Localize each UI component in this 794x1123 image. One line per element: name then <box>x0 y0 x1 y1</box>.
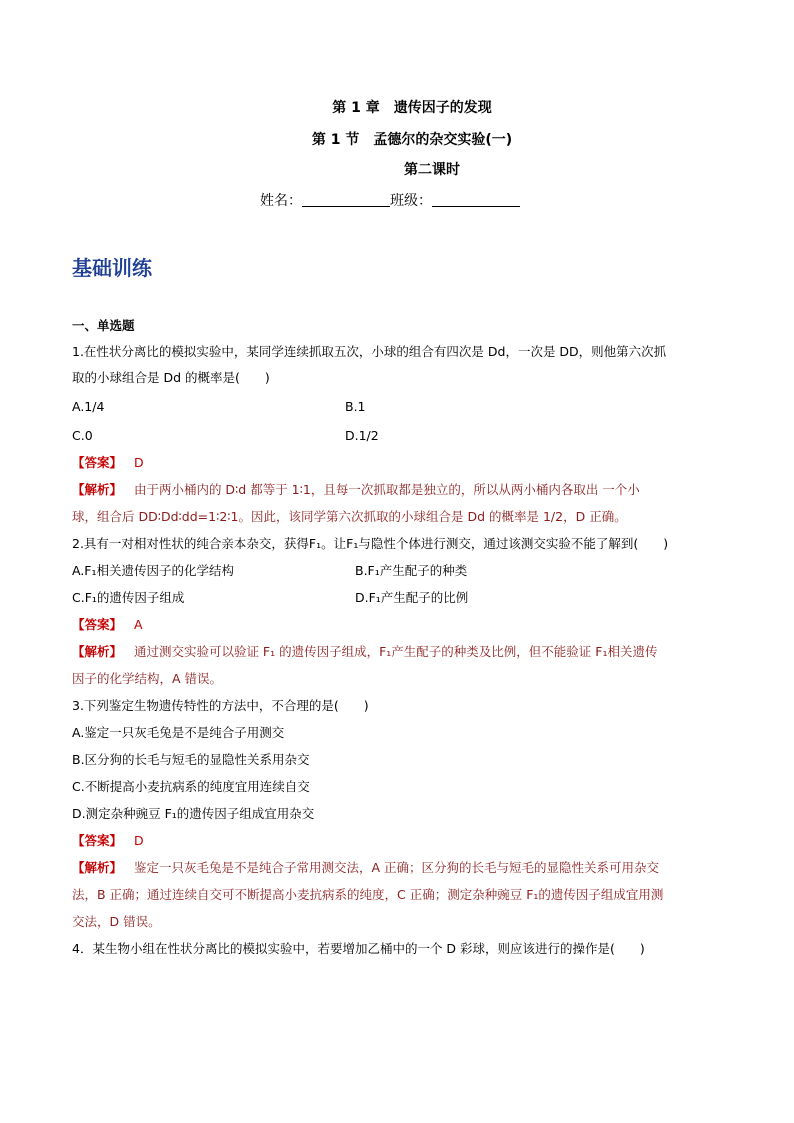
analysis-tag: 【解析】 <box>72 860 123 875</box>
option-b: B.F₁产生配子的种类 <box>355 563 468 578</box>
name-label: 姓名： <box>260 193 302 209</box>
question-stem-line: 2.具有一对相对性状的纯合亲本杂交，获得F₁。让F₁与隐性个体进行测交，通过该测交实验不能了解到( ) <box>72 536 669 551</box>
question-stem-line: 取的小球组合是 Dd 的概率是( ) <box>72 370 270 385</box>
lesson-title: 第二课时 <box>404 162 460 178</box>
answer-tag: 【答案】 <box>72 455 123 470</box>
option-a: A.1/4 <box>72 399 105 414</box>
analysis-text: 球，组合后 DD∶Dd∶dd=1∶2∶1。因此，该同学第六次抓取的小球组合是 Dd 的概率是 1/2，D 正确。 <box>72 509 627 524</box>
answer-row <box>72 832 144 850</box>
name-class-row <box>260 190 520 210</box>
option-c: C.F₁的遗传因子组成 <box>72 590 185 605</box>
part-title: 一、单选题 <box>72 318 135 333</box>
option-b: B.1 <box>345 399 366 414</box>
answer-tag: 【答案】 <box>72 617 123 632</box>
analysis-row <box>72 643 657 661</box>
option-d: D.测定杂种豌豆 F₁的遗传因子组成宜用杂交 <box>72 806 315 821</box>
option-a: A.F₁相关遗传因子的化学结构 <box>72 563 235 578</box>
answer-value: D <box>133 833 144 848</box>
option-d: D.1/2 <box>345 428 379 443</box>
chapter-title: 第 1 章 遗传因子的发现 <box>332 100 492 116</box>
answer-row <box>72 616 143 634</box>
answer-value: A <box>133 617 143 632</box>
question-stem-line: 3.下列鉴定生物遗传特性的方法中，不合理的是( ) <box>72 698 369 713</box>
answer-row <box>72 454 144 472</box>
section-title: 第 1 节 孟德尔的杂交实验(一) <box>311 132 513 148</box>
analysis-row <box>72 859 659 877</box>
section-heading: 基础训练 <box>72 256 152 280</box>
analysis-text: 交法，D 错误。 <box>72 914 161 929</box>
answer-tag: 【答案】 <box>72 833 123 848</box>
option-c: C.不断提高小麦抗病系的纯度宜用连续自交 <box>72 779 310 794</box>
analysis-text: 鉴定一只灰毛兔是不是纯合子常用测交法，A 正确；区分狗的长毛与短毛的显隐性关系可用杂交 <box>133 860 659 875</box>
question-stem-line: 1.在性状分离比的模拟实验中，某同学连续抓取五次，小球的组合有四次是 Dd，一次是 DD，则他第六次抓 <box>72 344 667 359</box>
class-blank[interactable] <box>432 192 520 207</box>
name-blank[interactable] <box>302 192 390 207</box>
analysis-text: 通过测交实验可以验证 F₁ 的遗传因子组成，F₁产生配子的种类及比例，但不能验证 F₁相关遗传 <box>133 644 658 659</box>
answer-value: D <box>133 455 144 470</box>
analysis-text: 由于两小桶内的 D∶d 都等于 1∶1，且每一次抓取都是独立的，所以从两小桶内各取出 一个小 <box>133 482 640 497</box>
question-stem-line: 4．某生物小组在性状分离比的模拟实验中，若要增加乙桶中的一个 D 彩球，则应该进行的操作是( ) <box>72 941 645 956</box>
analysis-text: 因子的化学结构，A 错误。 <box>72 671 223 686</box>
option-d: D.F₁产生配子的比例 <box>355 590 469 605</box>
analysis-tag: 【解析】 <box>72 482 123 497</box>
analysis-tag: 【解析】 <box>72 644 123 659</box>
option-c: C.0 <box>72 428 93 443</box>
analysis-row <box>72 481 640 499</box>
option-b: B.区分狗的长毛与短毛的显隐性关系用杂交 <box>72 752 310 767</box>
class-label: 班级： <box>390 193 432 209</box>
option-a: A.鉴定一只灰毛兔是不是纯合子用测交 <box>72 725 285 740</box>
analysis-text: 法，B 正确；通过连续自交可不断提高小麦抗病系的纯度，C 正确；测定杂种豌豆 F₁的遗传因子组成宜用测 <box>72 887 664 902</box>
